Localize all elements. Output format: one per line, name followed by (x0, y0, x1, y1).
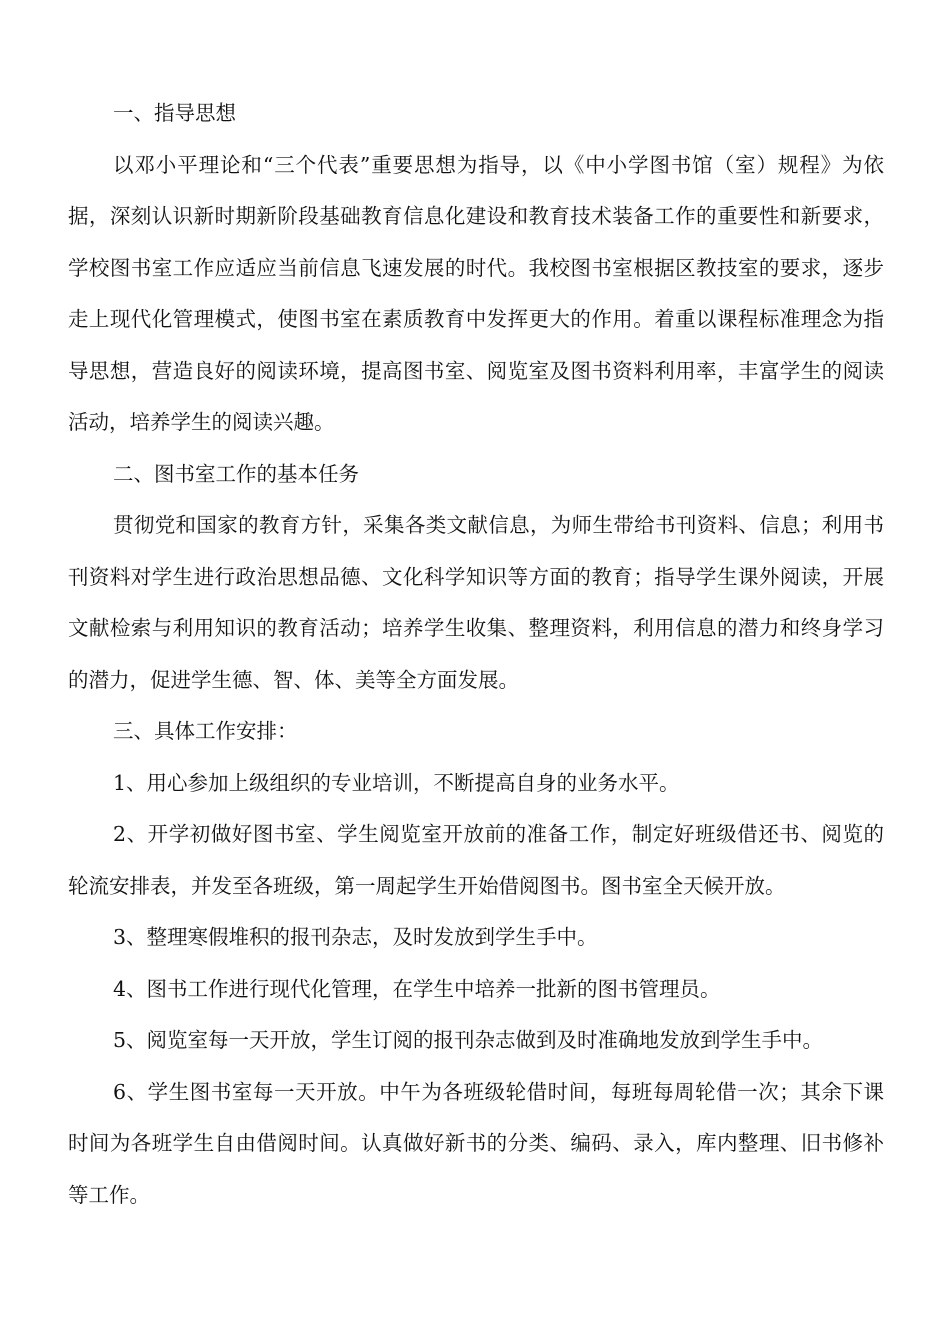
list-item-5: 5、阅览室每一天开放，学生订阅的报刊杂志做到及时准确地发放到学生手中。 (113, 1028, 824, 1052)
section-heading-work-arrangement: 三、具体工作安排： (113, 719, 298, 743)
document-page (68, 88, 884, 1221)
section-heading-basic-tasks: 二、图书室工作的基本任务 (113, 461, 359, 486)
list-item-3: 3、整理寒假堆积的报刊杂志，及时发放到学生手中。 (113, 925, 598, 949)
paragraph-guiding-ideology: 以邓小平理论和“三个代表”重要思想为指导，以《中小学图书馆（室）规程》为依据，深刻认识新时期新阶段基础教育信息化建设和教育技术装备工作的重要性和新要求，学校图书室工作应适应当前信息飞速发展的时代。我校图书室根据区教技室的要求，逐步走上现代化管理模式，使图书室在素质教育中发挥更大的作用。着重以课程标准理念为指导思想，营造良好的阅读环境，提高图书室、阅览室及图书资料利用率，丰富学生的阅读活动，培养学生的阅读兴趣。 (68, 152, 884, 434)
list-item-2: 2、开学初做好图书室、学生阅览室开放前的准备工作，制定好班级借还书、阅览的轮流安排表，并发至各班级，第一周起学生开始借阅图书。图书室全天候开放。 (68, 822, 884, 898)
paragraph-basic-tasks: 贯彻党和国家的教育方针，采集各类文献信息，为师生带给书刊资料、信息；利用书刊资料对学生进行政治思想品德、文化科学知识等方面的教育；指导学生课外阅读，开展文献检索与利用知识的教育活动；培养学生收集、整理资料，利用信息的潜力和终身学习的潜力，促进学生德、智、体、美等全方面发展。 (68, 513, 884, 692)
list-item-6: 6、学生图书室每一天开放。中午为各班级轮借时间，每班每周轮借一次；其余下课时间为各班学生自由借阅时间。认真做好新书的分类、编码、录入，库内整理、旧书修补等工作。 (68, 1079, 884, 1207)
section-heading-guiding-ideology: 一、指导思想 (113, 101, 236, 125)
list-item-1: 1、用心参加上级组织的专业培训，不断提高自身的业务水平。 (113, 770, 680, 795)
list-item-4: 4、图书工作进行现代化管理，在学生中培养一批新的图书管理员。 (113, 976, 721, 1001)
